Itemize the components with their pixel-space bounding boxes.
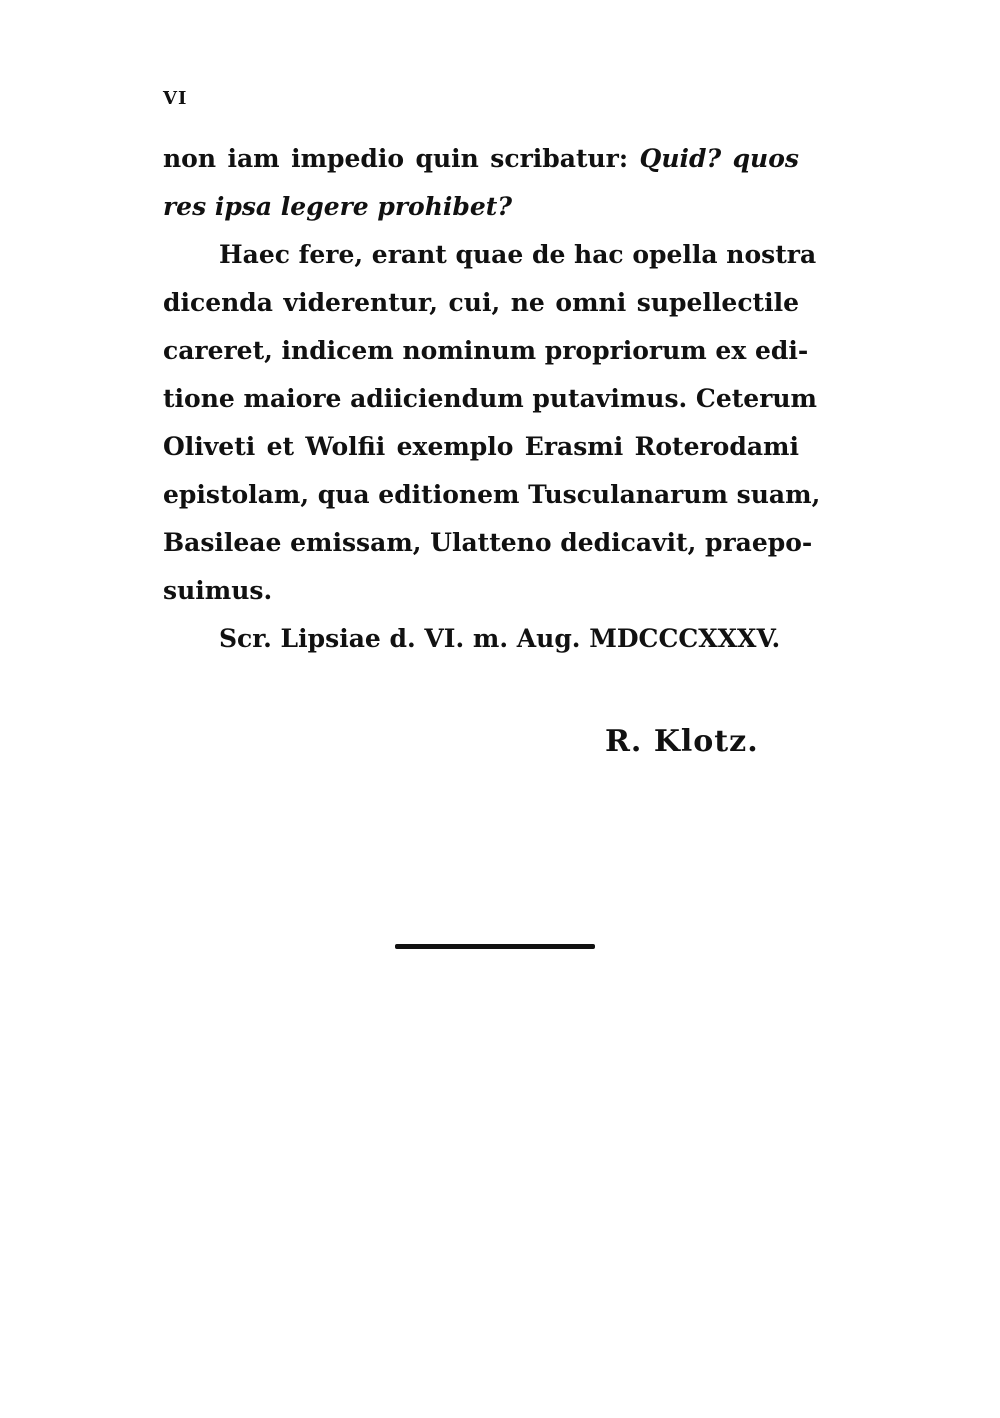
body-text <box>163 135 821 663</box>
text-line-3: Haec fere, erant quae de hac opella nostra <box>219 240 817 269</box>
text-line-10: suimus. <box>163 576 273 605</box>
text-line-9: Basileae emissam, Ulatteno dedicavit, praepo- <box>163 528 813 557</box>
text-line-4: dicenda viderentur, cui, ne omni supellectile <box>163 288 799 317</box>
page-number: VI <box>163 88 188 109</box>
text-line-6: tione maiore adiiciendum putavimus. Ceterum <box>163 384 817 413</box>
text-line-1 <box>163 135 799 183</box>
signature: R. Klotz. <box>605 724 759 759</box>
text-line-2: res ipsa legere prohibet? <box>163 192 512 221</box>
text-line-7: Oliveti et Wolfii exemplo Erasmi Roterodami <box>163 432 799 461</box>
text-line-8: epistolam, qua editionem Tusculanarum suam, <box>163 480 821 509</box>
dateline: Scr. Lipsiae d. VI. m. Aug. MDCCCXXXV. <box>219 624 781 653</box>
text-segment-roman: non iam impedio quin scribatur: <box>163 144 629 173</box>
text-segment-italic: Quid? quos <box>639 144 799 173</box>
text-line-5: careret, indicem nominum propriorum ex edi- <box>163 336 809 365</box>
divider-rule <box>395 944 595 949</box>
